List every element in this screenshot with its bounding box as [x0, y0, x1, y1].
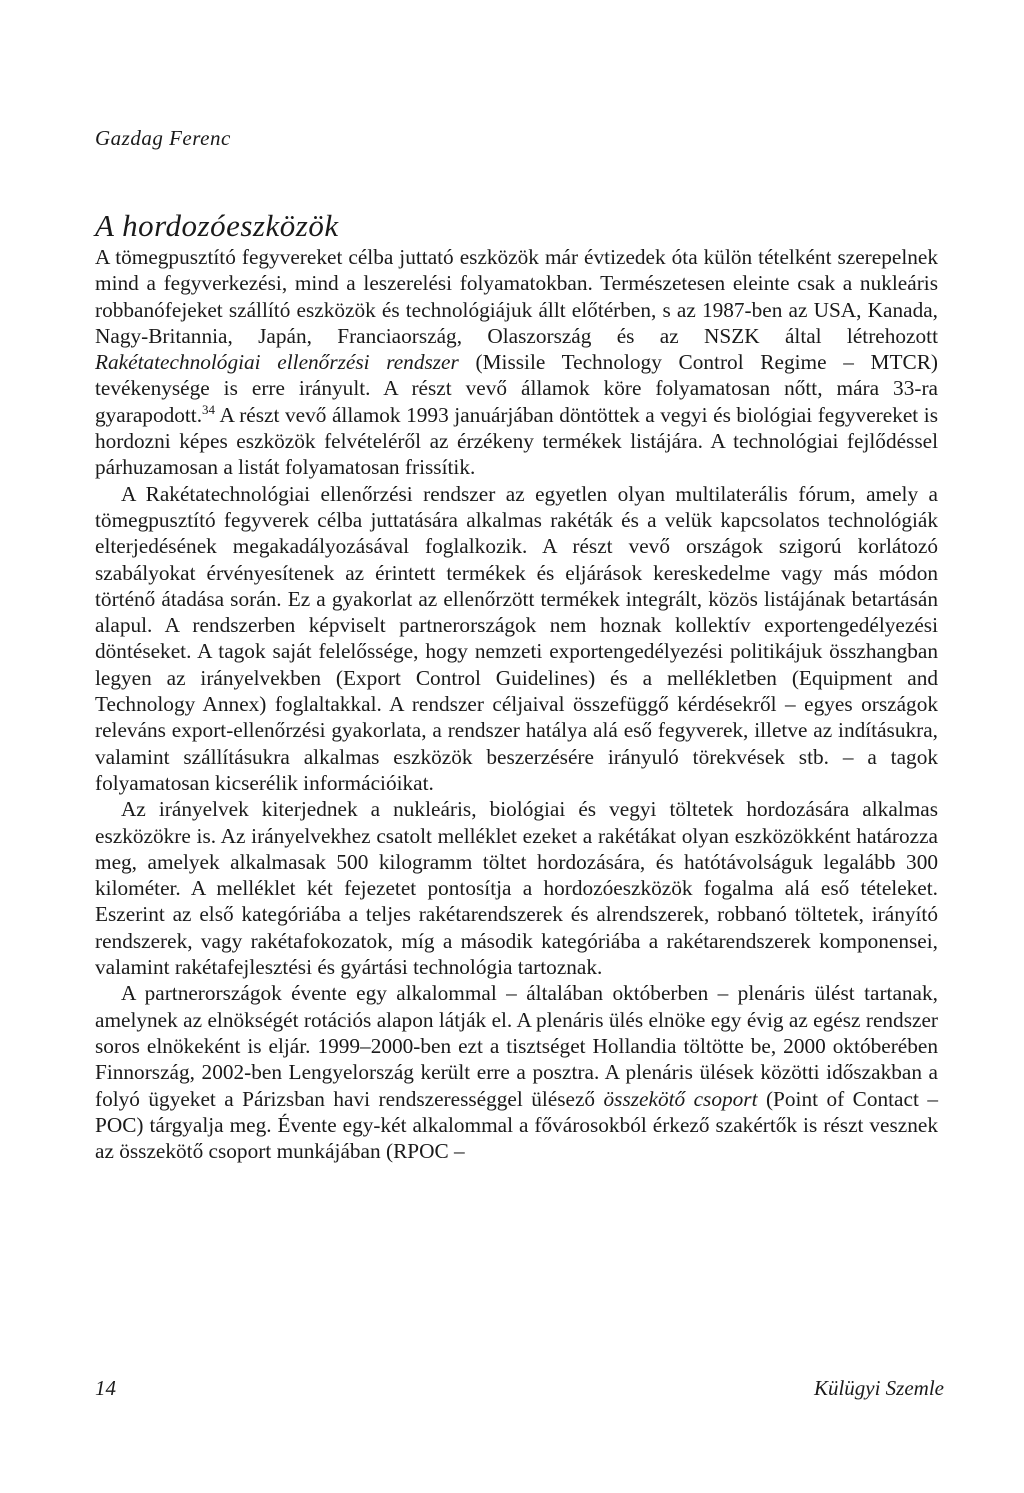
paragraph-4-text-b: (Point of Contact – POC) tárgyalja meg. Évente egy-két alkalommal a fővárosokból érkező szakértők is részt vesznek az összekötő csoport munkájában (RPOC –: [95, 1086, 938, 1164]
paragraph-3: Az irányelvek kiterjednek a nukleáris, biológiai és vegyi töltetek hordozására alkalmas eszközökre is. Az irányelvekhez csatolt melléklet ezeket a rakétákat olyan eszközökként határozza meg, amelyek alkalmasak 500 kilogramm töltet hordozására, és hatótávolságuk legalább 300 kilométer. A melléklet két fejezetet pontosítja a hordozóeszközök fogalma alá eső tételeket. Eszerint az első kategóriába a teljes rakétarendszerek és alrendszerek, robbanó töltetek, irányító rendszerek, vagy rakétafokozatok, míg a második kategóriába a rakétarendszerek komponensei, valamint rakétafejlesztési és gyártási technológia tartoznak.: [95, 797, 938, 980]
section-title: A hordozóeszközök: [95, 208, 339, 243]
paragraph-4: [95, 980, 938, 1164]
paragraph-1-text-a: A tömegpusztító fegyvereket célba juttató eszközök már évtizedek óta külön tételként szerepelnek mind a fegyverkezési, mind a leszerelési folyamatokban. Természetesen eleinte csak a nukleáris robbanófejeket szállító eszközök és technológiájuk állt előtérben, s az 1987-ben az USA, Kanada, Nagy-Britannia, Japán, Franciaország, Olaszország és az NSZK által létrehozott: [95, 245, 938, 348]
paragraph-1-emphasis: Rakétatechnológiai ellenőrzési rendszer: [95, 350, 459, 375]
footnote-ref-34: 34: [202, 401, 216, 417]
paragraph-1: [95, 244, 938, 481]
paragraph-4-text-a: A partnerországok évente egy alkalommal – általában októberben – plenáris ülést tartanak, amelynek az elnökségét rotációs alapon látják el. A plenáris ülés elnöke egy évig az egész rendszer soros elnökeként is eljár. 1999–2000-ben ezt a tisztséget Hollandia töltötte be, 2000 októberében Finnország, 2002-ben Lengyelország került erre a posztra. A plenáris ülések közötti időszakban a folyó ügyeket a Párizsban havi rendszerességgel ülésező: [95, 981, 938, 1111]
paragraph-1-text-c: A részt vevő államok 1993 januárjában döntöttek a vegyi és biológiai fegyvereket is hordozni képes eszközök felvételéről az érzékeny termékek listájára. A technológiai fejlődéssel párhuzamosan a listát folyamatosan frissítik.: [95, 402, 938, 480]
body-text: [95, 244, 938, 1164]
page-number: 14: [95, 1376, 116, 1400]
journal-name: Külügyi Szemle: [813, 1376, 944, 1400]
paragraph-1-text-b: (Missile Technology Control Regime – MTCR) tevékenysége is erre irányult. A részt vevő államok köre folyamatosan nőtt, mára 33-ra gyarapodott.: [95, 350, 939, 427]
paragraph-4-emphasis: összekötő csoport: [603, 1086, 758, 1111]
running-head-author: Gazdag Ferenc: [95, 126, 231, 150]
paragraph-2: A Rakétatechnológiai ellenőrzési rendszer az egyetlen olyan multilaterális fórum, amely a tömegpusztító fegyverek célba juttatására alkalmas rakéták és a velük kapcsolatos technológiák elterjedésének megakadályozásával foglalkozik. A részt vevő országok szigorú korlátozó szabályokat érvényesítenek az érintett termékek és eljárások kereskedelme vagy más módon történő átadása során. Ez a gyakorlat az ellenőrzött termékek integrált, közös listájának betartásán alapul. A rendszerben képviselt partnerországok nem hoznak kollektív exportengedélyezési döntéseket. A tagok saját felelőssége, hogy nemzeti exportengedélyezési politikájuk összhangban legyen az irányelvekben (Export Control Guidelines) és a mellékletben (Equipment and Technology Annex) foglaltakkal. A rendszer céljaival összefüggő kérdésekről – egyes országok releváns export-ellenőrzési gyakorlata, a rendszer hatálya alá eső fegyverek, illetve az indításukra, valamint szállításukra alkalmas eszközök beszerzésére irányuló törekvések stb. – a tagok folyamatosan kicserélik információikat.: [95, 481, 938, 795]
